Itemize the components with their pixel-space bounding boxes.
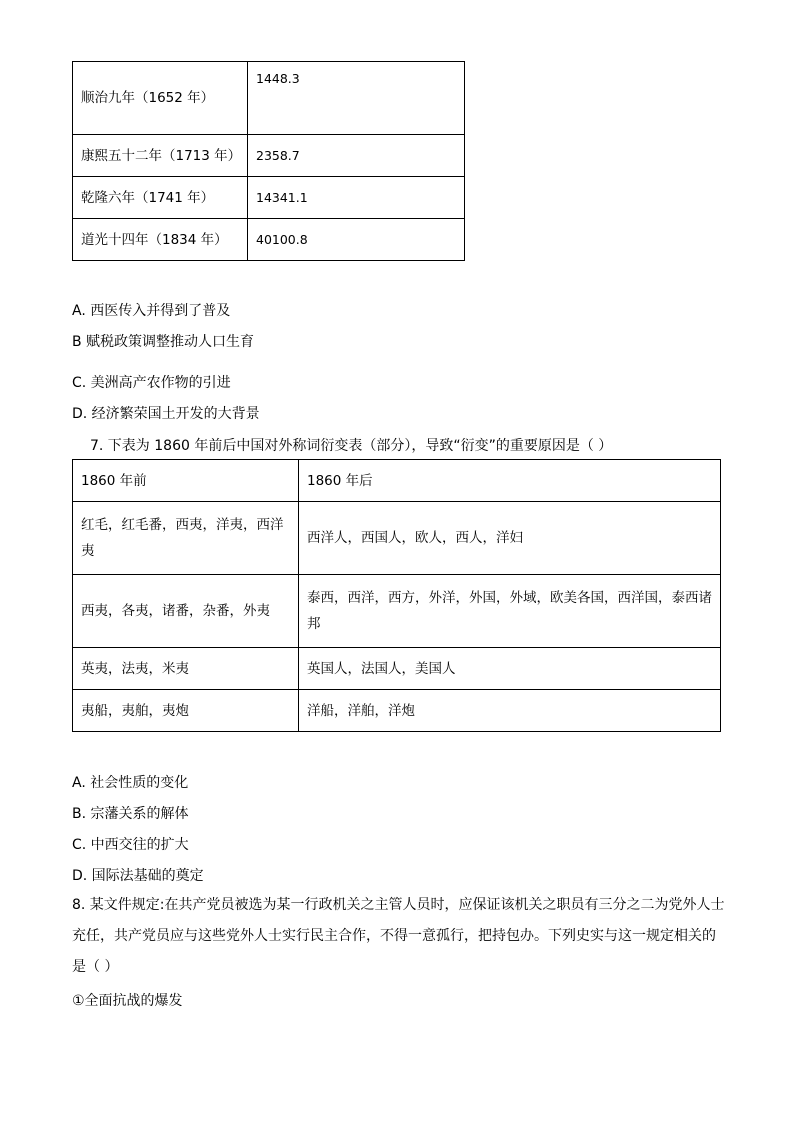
header-after: 1860 年后: [299, 460, 721, 502]
value-cell: 1448.3: [248, 62, 465, 135]
q8-stem: 8. 某文件规定:在共产党员被选为某一行政机关之主管人员时，应保证该机关之职员有三分之二为党外人士充任，共产党员应与这些党外人士实行民主合作，不得一意孤行，把持包办。下列史实与这一规定相关的是（ ）: [72, 897, 725, 975]
q6-option-a: A. 西医传入并得到了普及: [72, 303, 231, 319]
after-cell: 英国人，法国人，美国人: [299, 648, 721, 690]
period-cell: 顺治九年（1652 年）: [73, 62, 248, 135]
q6-option-d: D. 经济繁荣国土开发的大背景: [72, 406, 260, 422]
table-row: [73, 62, 465, 135]
q7-option-a: A. 社会性质的变化: [72, 775, 189, 791]
before-cell: 英夷，法夷，米夷: [73, 648, 299, 690]
table-row: [73, 502, 721, 575]
table-row: [73, 575, 721, 648]
after-cell: 泰西，西洋，西方，外洋，外国，外域，欧美各国，西洋国，泰西诸邦: [299, 575, 721, 648]
q7-option-b: B. 宗藩关系的解体: [72, 806, 189, 822]
table-header-row: [73, 460, 721, 502]
table-row: [73, 690, 721, 732]
value-cell: 2358.7: [248, 135, 465, 177]
q8-item-1: ①全面抗战的爆发: [72, 993, 183, 1009]
header-before: 1860 年前: [73, 460, 299, 502]
period-cell: 道光十四年（1834 年）: [73, 219, 248, 261]
q7-stem: 7. 下表为 1860 年前后中国对外称词衍变表（部分），导致“衍变”的重要原因是（ ）: [90, 438, 613, 454]
table-row: [73, 648, 721, 690]
before-cell: 夷船，夷舶，夷炮: [73, 690, 299, 732]
population-table: [72, 61, 465, 261]
q6-option-b: B 赋税政策调整推动人口生育: [72, 334, 255, 350]
table-row: [73, 177, 465, 219]
period-cell: 康熙五十二年（1713 年）: [73, 135, 248, 177]
period-cell: 乾隆六年（1741 年）: [73, 177, 248, 219]
q7-option-d: D. 国际法基础的奠定: [72, 868, 204, 884]
q7-option-c: C. 中西交往的扩大: [72, 837, 189, 853]
value-cell: 40100.8: [248, 219, 465, 261]
before-cell: 红毛，红毛番，西夷，洋夷，西洋夷: [73, 502, 299, 575]
table-row: [73, 135, 465, 177]
terms-table: [72, 459, 721, 732]
before-cell: 西夷，各夷，诸番，杂番，外夷: [73, 575, 299, 648]
after-cell: 西洋人，西国人，欧人，西人，洋妇: [299, 502, 721, 575]
after-cell: 洋船，洋舶，洋炮: [299, 690, 721, 732]
value-cell: 14341.1: [248, 177, 465, 219]
table-row: [73, 219, 465, 261]
q6-option-c: C. 美洲高产农作物的引进: [72, 375, 231, 391]
